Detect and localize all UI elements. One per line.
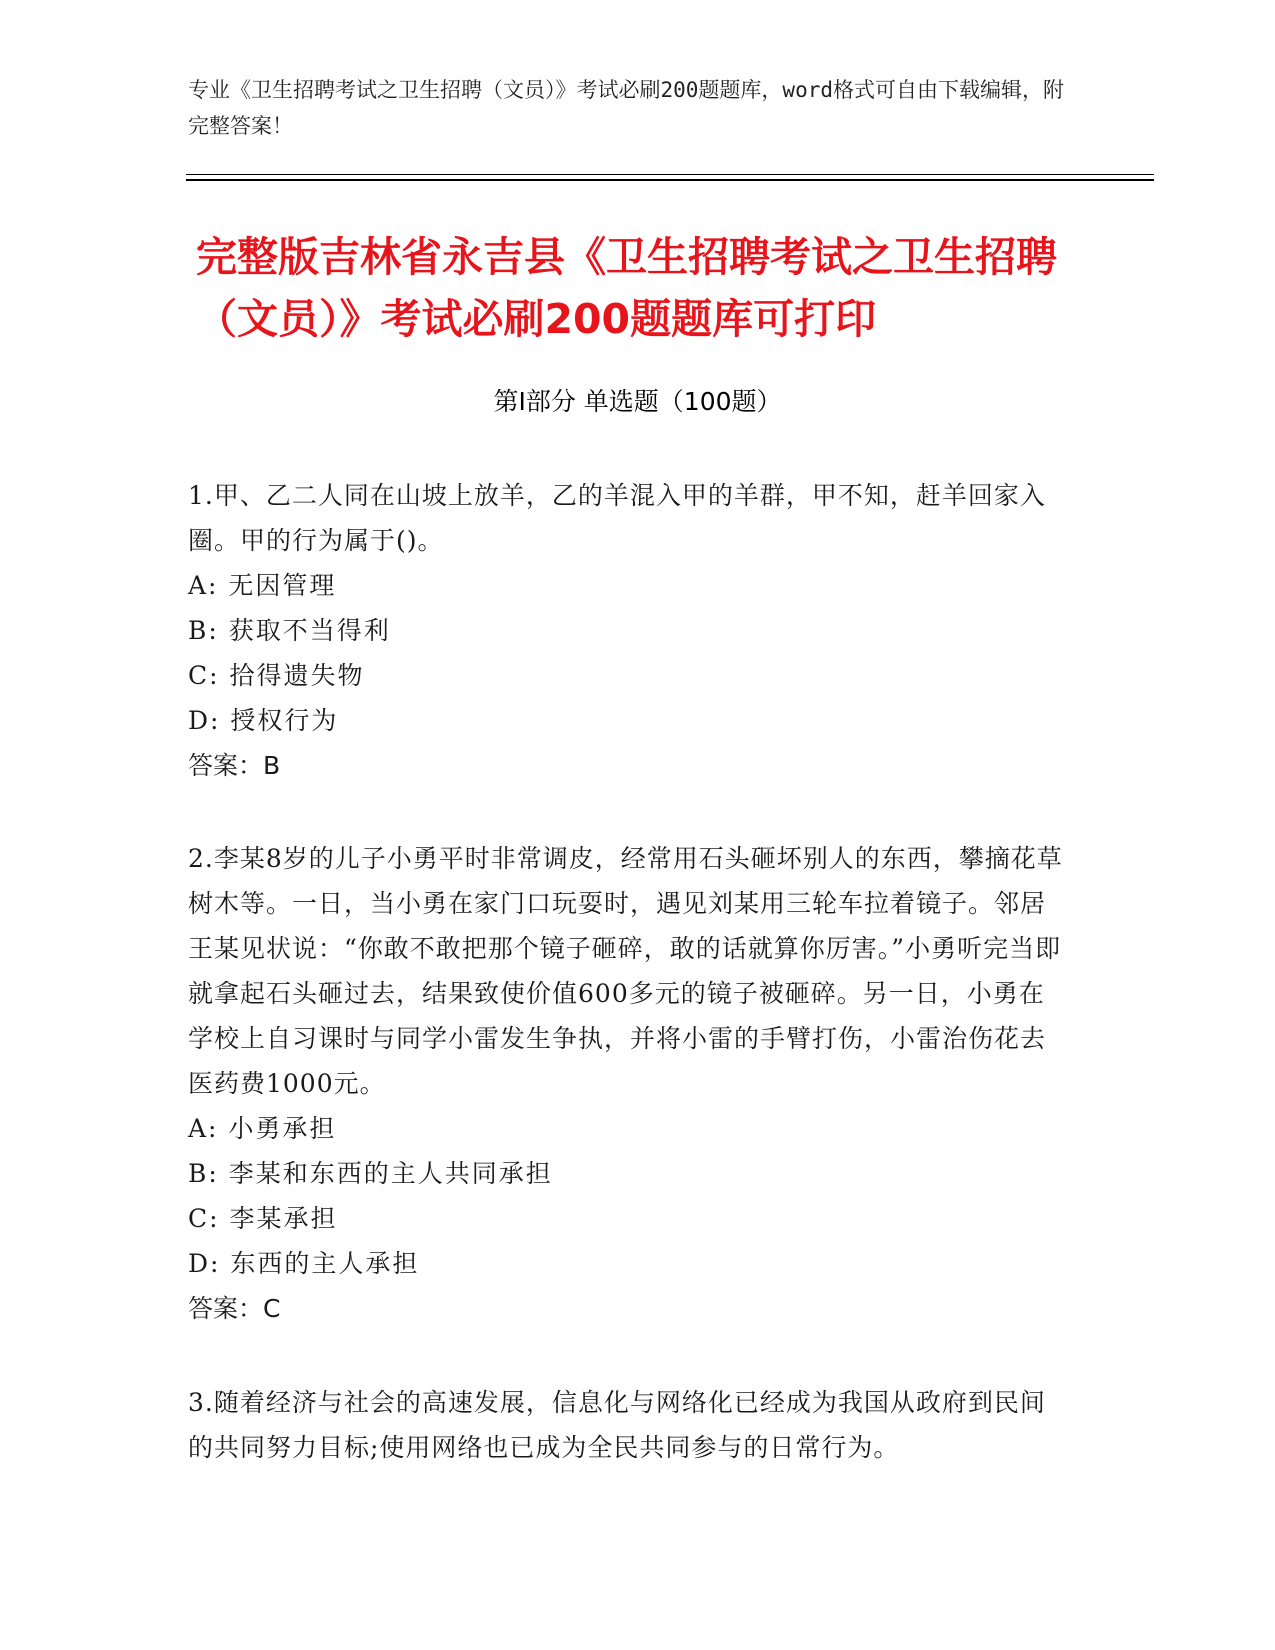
answer: 答案：B <box>188 751 281 780</box>
option-c: C: 李某承担 <box>188 1204 338 1233</box>
question-stem: 2.李某8岁的儿子小勇平时非常调皮，经常用石头砸坏别人的东西，攀摘花草树木等。一日，当小勇在家门口玩耍时，遇见刘某用三轮车拉着镜子。邻居王某见状说：“你敢不敢把那个镜子砸碎，敢的话就算你厉害。”小勇听完当即就拿起石头砸过去，结果致使价值600多元的镜子被砸碎。另一日，小勇在学校上自习课时与同学小雷发生争执，并将小雷的手臂打伤，小雷治伤花去医药费1000元。 <box>188 844 1063 1098</box>
option-c: C: 拾得遗失物 <box>188 661 365 690</box>
document-title: 完整版吉林省永吉县《卫生招聘考试之卫生招聘（文员）》考试必刷200题题库可打印 <box>196 233 1057 343</box>
option-d: D: 东西的主人承担 <box>188 1249 420 1278</box>
section-title: 第Ⅰ部分 单选题（100题） <box>493 387 782 416</box>
option-a: A: 无因管理 <box>188 571 337 600</box>
header-divider-thick <box>186 179 1154 181</box>
option-a: A: 小勇承担 <box>188 1114 337 1143</box>
header-note: 专业《卫生招聘考试之卫生招聘（文员）》考试必刷200题题库，word格式可自由下载编辑，附完整答案！ <box>188 78 1064 138</box>
option-b: B: 李某和东西的主人共同承担 <box>188 1159 553 1188</box>
option-d: D: 授权行为 <box>188 706 339 735</box>
question-1 <box>188 473 1068 788</box>
option-b: B: 获取不当得利 <box>188 616 391 645</box>
question-stem: 3.随着经济与社会的高速发展，信息化与网络化已经成为我国从政府到民间的共同努力目标;使用网络也已成为全民共同参与的日常行为。 <box>188 1388 1046 1462</box>
answer: 答案：C <box>188 1294 281 1323</box>
question-stem: 1.甲、乙二人同在山坡上放羊，乙的羊混入甲的羊群，甲不知，赶羊回家入圈。甲的行为属于()。 <box>188 481 1046 555</box>
question-3 <box>188 1380 1068 1470</box>
question-2 <box>188 836 1068 1331</box>
header-divider-thin <box>186 174 1154 175</box>
